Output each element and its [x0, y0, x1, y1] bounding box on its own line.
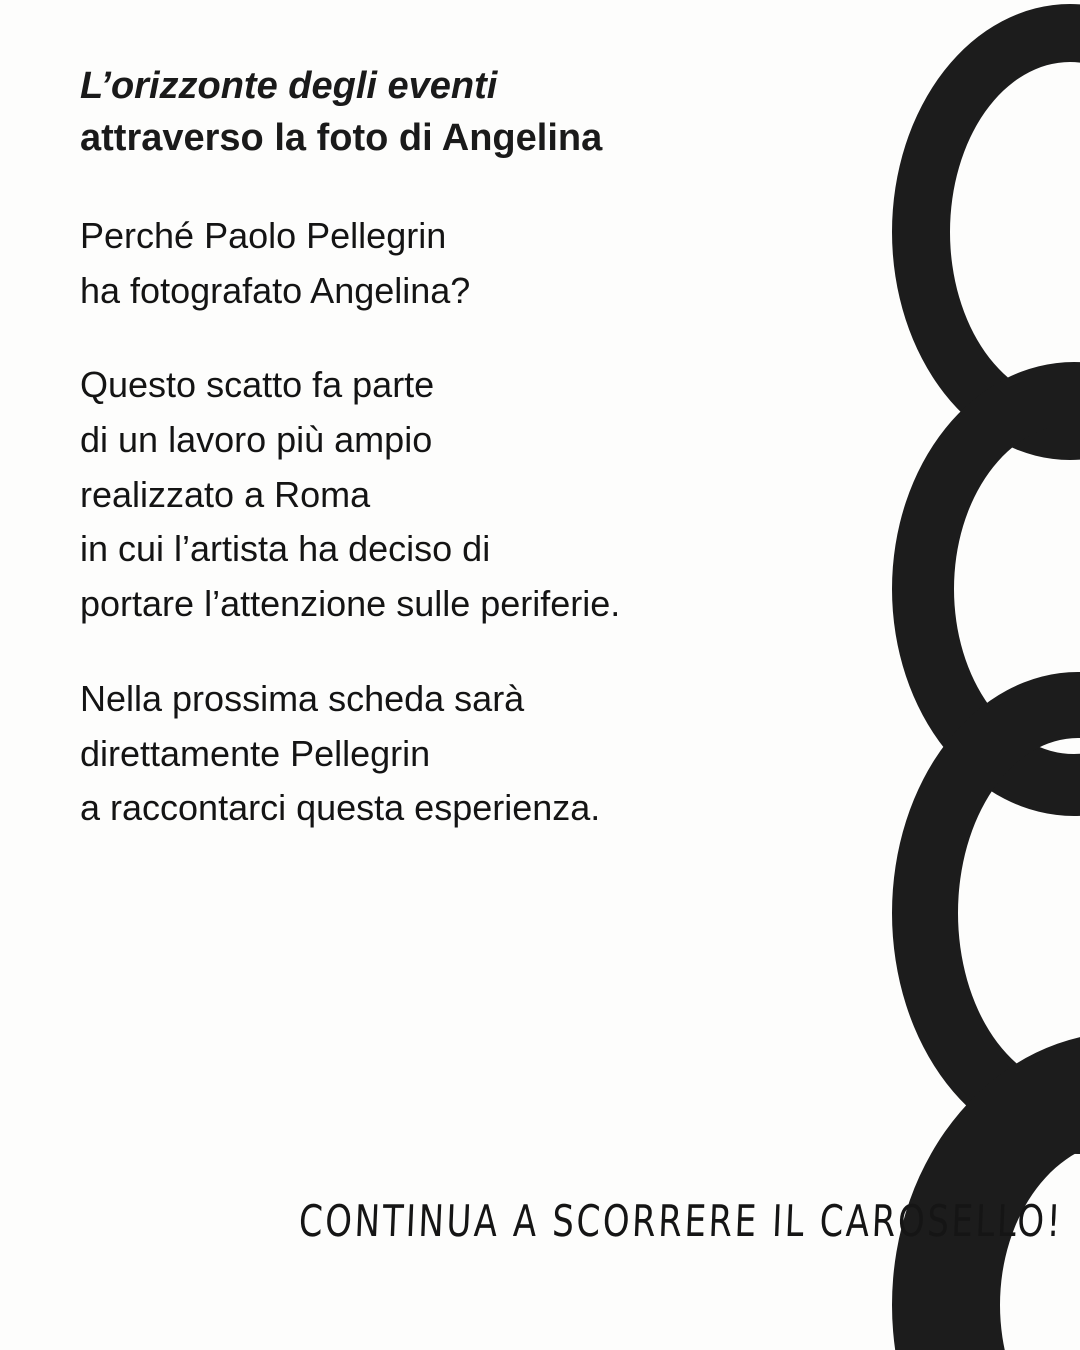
paragraph-line: Nella prossima scheda sarà	[80, 677, 525, 719]
ring-shape-2	[892, 362, 1080, 816]
title-line-2: attraverso la foto di Angelina	[80, 117, 603, 160]
paragraph-line: realizzato a Roma	[80, 473, 371, 515]
rings-decoration	[880, 0, 1080, 1350]
paragraph-line: a raccontarci questa esperienza.	[80, 787, 601, 829]
paragraph-line: portare l’attenzione sulle periferie.	[80, 583, 621, 625]
title-line-1: L’orizzonte degli eventi	[80, 65, 498, 107]
page-title	[80, 60, 840, 165]
paragraph-next-card	[80, 672, 840, 836]
scroll-prompt: CONTINUA A SCORRERE IL CAROSELLO!	[297, 1195, 1064, 1247]
paragraph-line: Questo scatto fa parte	[80, 364, 435, 406]
paragraph-line: di un lavoro più ampio	[80, 419, 433, 461]
ring-shape-3	[892, 672, 1080, 1154]
ring-shape-4	[892, 1032, 1080, 1350]
paragraph-line: in cui l’artista ha deciso di	[80, 528, 491, 570]
paragraph-line: ha fotografato Angelina?	[80, 269, 471, 311]
ring-shape-1	[892, 4, 1080, 460]
paragraph-question	[80, 209, 840, 318]
slide-content	[80, 60, 840, 836]
paragraph-context	[80, 358, 840, 632]
paragraph-line: direttamente Pellegrin	[80, 732, 431, 774]
paragraph-line: Perché Paolo Pellegrin	[80, 214, 447, 256]
